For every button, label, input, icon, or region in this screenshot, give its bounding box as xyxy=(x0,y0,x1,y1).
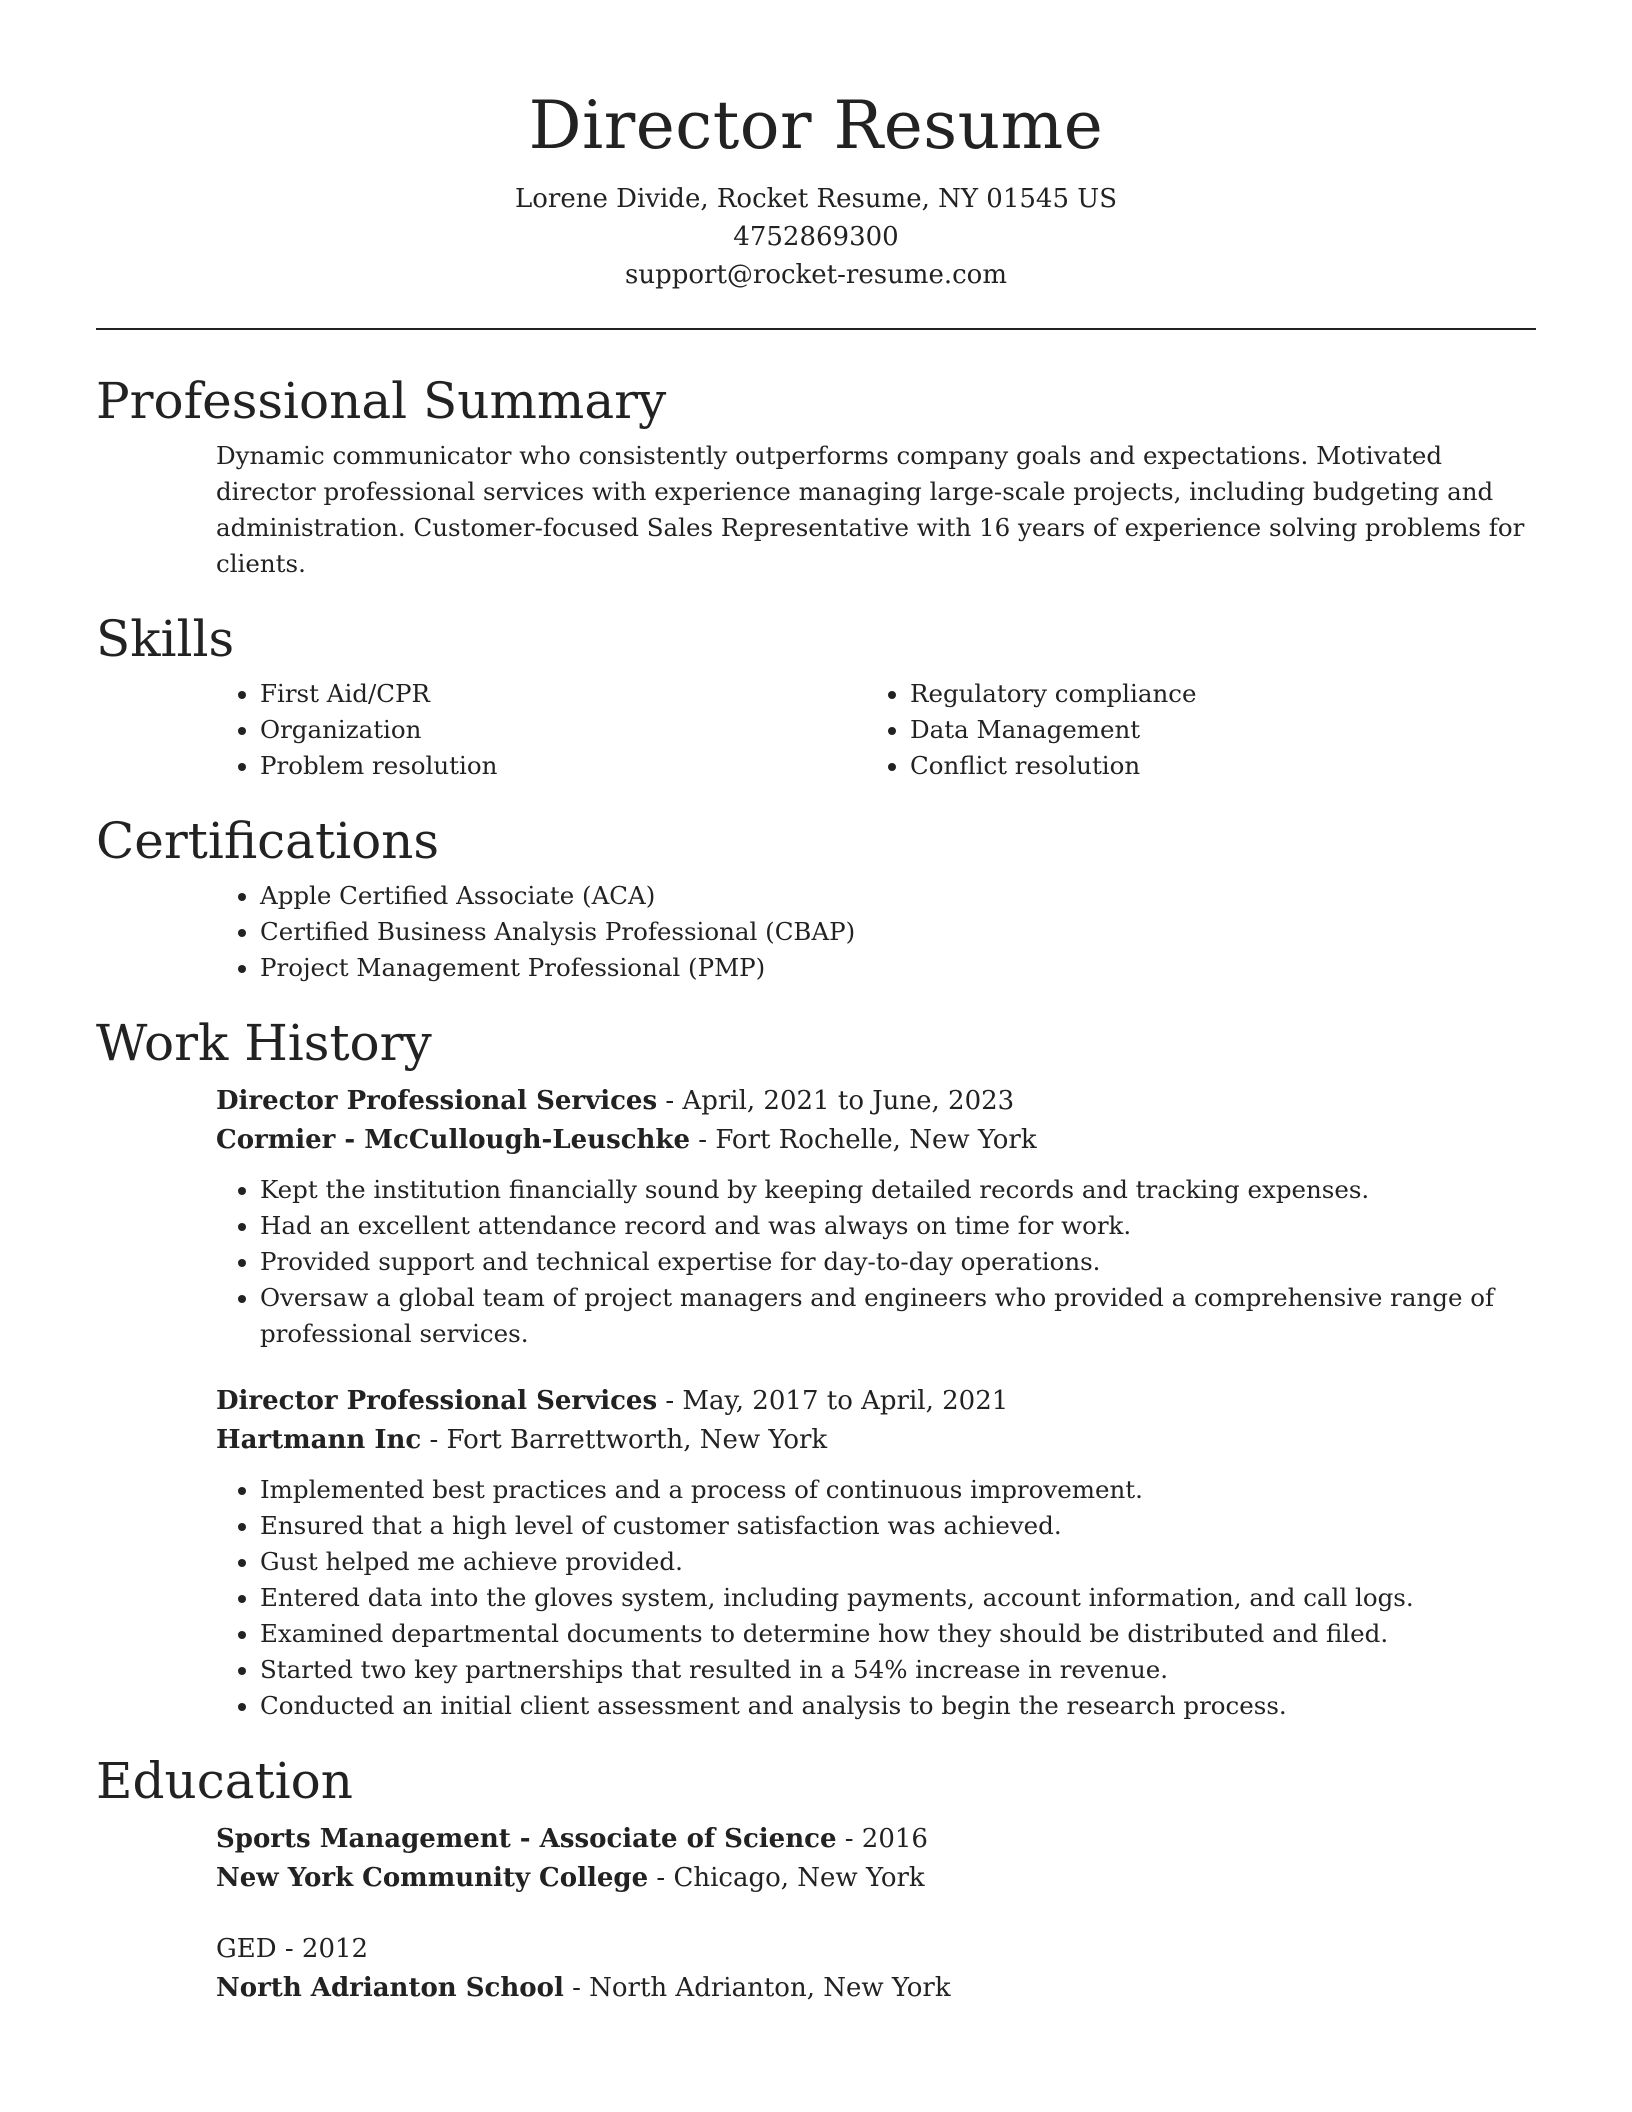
job-title: Director Professional Services xyxy=(216,1086,658,1116)
education-degree: GED xyxy=(216,1934,277,1964)
job-title-line xyxy=(216,1382,1536,1421)
skill-item: • Conflict resolution xyxy=(910,748,1516,784)
summary-text: Dynamic communicator who consistently outperforms company goals and expectations. Motivated director professional services with experience managing large-scale projects, including budgeting and administration. Customer-focused Sales Representative with 16 years of experience solving problems for clients. xyxy=(216,441,1525,578)
job-company: Cormier - McCullough-Leuschke xyxy=(216,1125,690,1155)
education-school-line xyxy=(216,1969,1536,2008)
job-dates: - May, 2017 to April, 2021 xyxy=(657,1386,1009,1416)
certifications-heading: Certifications xyxy=(96,812,440,870)
job-company: Hartmann Inc xyxy=(216,1425,422,1455)
resume-page xyxy=(96,0,1536,2040)
work-history-heading: Work History xyxy=(96,1014,432,1072)
job-bullet: • Had an excellent attendance record and was always on time for work. xyxy=(260,1208,1536,1244)
job-bullet: • Gust helped me achieve provided. xyxy=(260,1544,1536,1580)
certification-item: • Apple Certified Associate (ACA) xyxy=(260,878,1536,914)
education-school: North Adrianton School xyxy=(216,1973,564,2003)
education-year: - 2012 xyxy=(276,1934,369,1964)
summary-section xyxy=(96,368,1536,582)
certification-item: • Project Management Professional (PMP) xyxy=(260,950,1536,986)
header-divider xyxy=(96,328,1536,330)
education-entry xyxy=(216,1930,1536,2008)
education-heading: Education xyxy=(96,1752,353,1810)
education-degree-line xyxy=(216,1930,1536,1969)
education-entry xyxy=(216,1820,1536,1898)
education-location: - North Adrianton, New York xyxy=(563,1973,951,2003)
job-bullet: • Entered data into the gloves system, including payments, account information, and call logs. xyxy=(260,1580,1536,1616)
work-history-section xyxy=(96,1010,1536,1724)
job-company-line xyxy=(216,1421,1536,1460)
education-school-line xyxy=(216,1859,1536,1898)
resume-title: Director Resume xyxy=(528,87,1104,164)
skills-column-right xyxy=(866,676,1516,784)
education-degree: Sports Management - Associate of Science xyxy=(216,1824,837,1854)
certification-item: • Certified Business Analysis Professional (CBAP) xyxy=(260,914,1536,950)
job-title-line xyxy=(216,1082,1536,1121)
skills-heading: Skills xyxy=(96,610,235,668)
job-dates: - April, 2021 to June, 2023 xyxy=(657,1086,1015,1116)
skill-item: • First Aid/CPR xyxy=(260,676,866,712)
skill-item: • Problem resolution xyxy=(260,748,866,784)
job-entry xyxy=(216,1382,1536,1724)
job-bullet: • Oversaw a global team of project managers and engineers who provided a comprehensive range of professional services. xyxy=(260,1280,1536,1352)
education-year: - 2016 xyxy=(836,1824,928,1854)
contact-phone: 4752869300 xyxy=(733,222,899,252)
contact-block xyxy=(96,180,1536,294)
job-bullet: • Started two key partnerships that resulted in a 54% increase in revenue. xyxy=(260,1652,1536,1688)
education-degree-line xyxy=(216,1820,1536,1859)
job-bullet: • Provided support and technical expertise for day-to-day operations. xyxy=(260,1244,1536,1280)
education-location: - Chicago, New York xyxy=(648,1863,925,1893)
resume-header xyxy=(96,0,1536,294)
job-entry xyxy=(216,1082,1536,1352)
job-bullet: • Examined departmental documents to determine how they should be distributed and filed. xyxy=(260,1616,1536,1652)
summary-heading: Professional Summary xyxy=(96,372,667,430)
skill-item: • Organization xyxy=(260,712,866,748)
certifications-section xyxy=(96,808,1536,986)
skill-item: • Data Management xyxy=(910,712,1516,748)
job-company-line xyxy=(216,1121,1536,1160)
job-location: - Fort Barrettworth, New York xyxy=(421,1425,828,1455)
education-section xyxy=(96,1748,1536,2008)
skills-column-left xyxy=(216,676,866,784)
job-bullet: • Conducted an initial client assessment and analysis to begin the research process. xyxy=(260,1688,1536,1724)
contact-address: Lorene Divide, Rocket Resume, NY 01545 US xyxy=(515,184,1117,214)
job-location: - Fort Rochelle, New York xyxy=(690,1125,1037,1155)
job-bullet: • Implemented best practices and a process of continuous improvement. xyxy=(260,1472,1536,1508)
job-bullet: • Kept the institution financially sound by keeping detailed records and tracking expenses. xyxy=(260,1172,1536,1208)
skills-section xyxy=(96,606,1536,784)
education-school: New York Community College xyxy=(216,1863,649,1893)
job-bullet: • Ensured that a high level of customer satisfaction was achieved. xyxy=(260,1508,1536,1544)
contact-email: support@rocket-resume.com xyxy=(624,260,1007,290)
skill-item: • Regulatory compliance xyxy=(910,676,1516,712)
job-title: Director Professional Services xyxy=(216,1386,658,1416)
